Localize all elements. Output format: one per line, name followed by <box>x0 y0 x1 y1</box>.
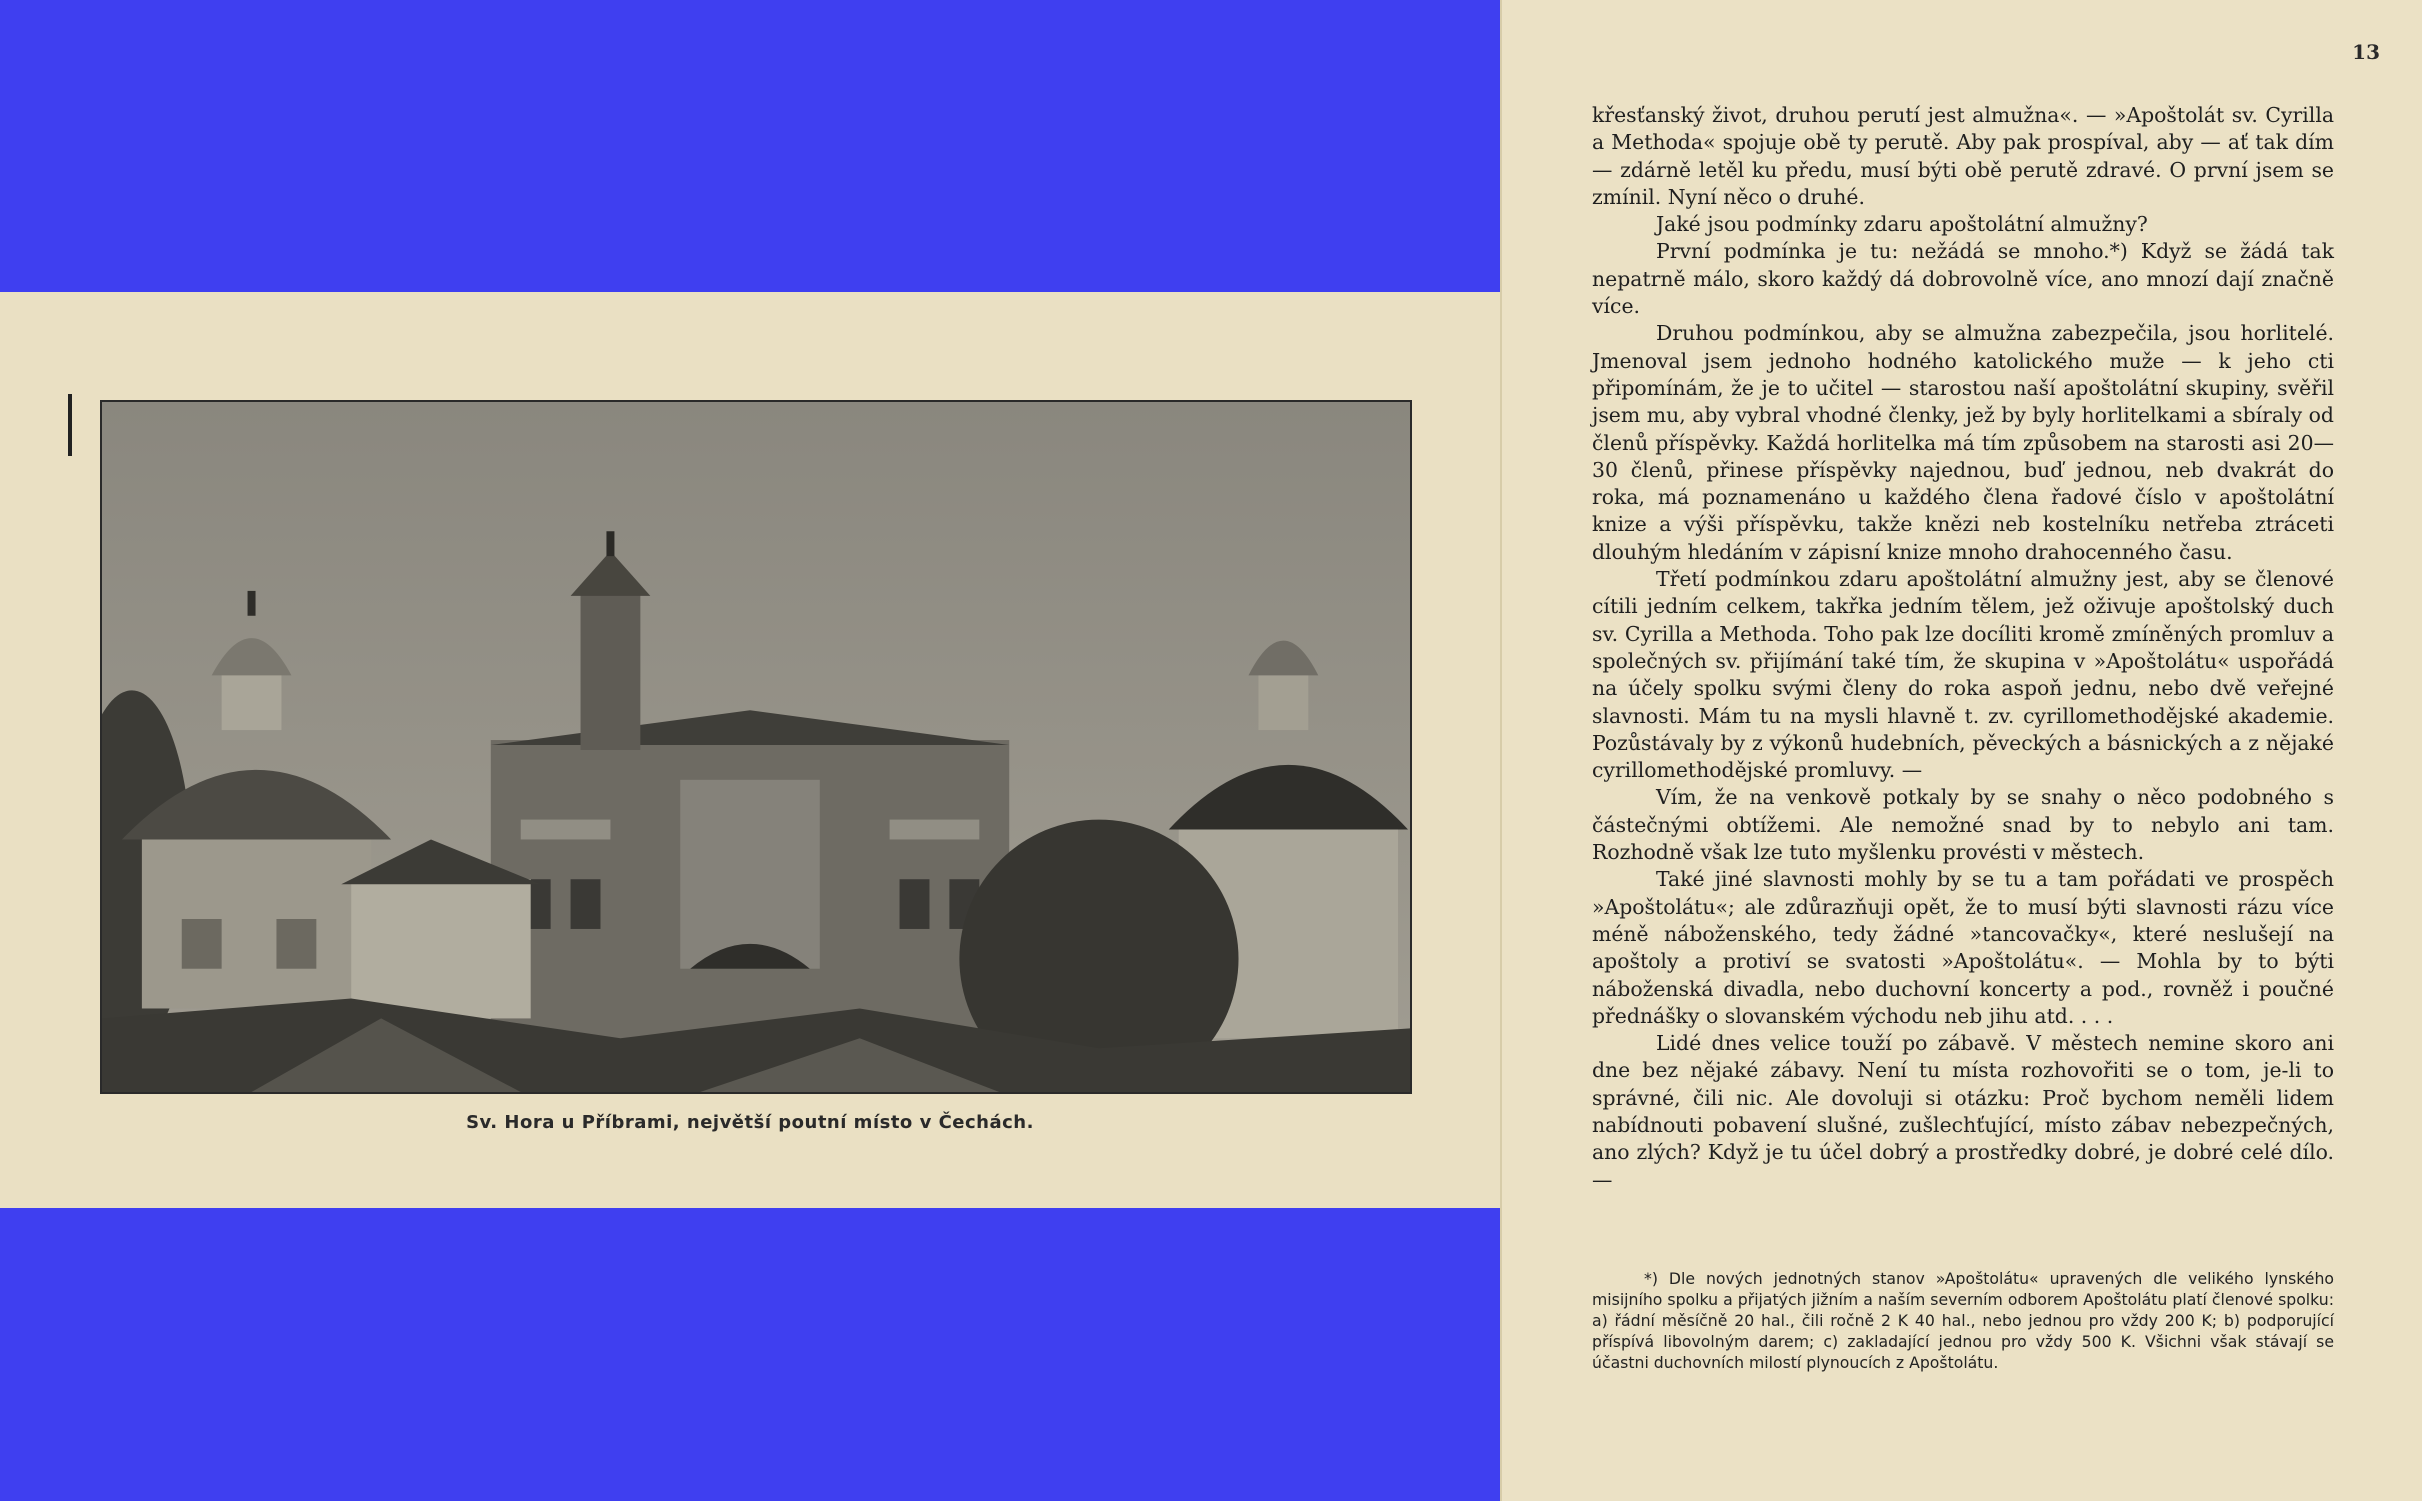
paragraph: První podmínka je tu: nežádá se mnoho.*) Když se žádá tak nepatrně málo, skoro každý dá dobrovolně více, ano mnozí dají značně více. <box>1592 239 2334 319</box>
photo-caption: Sv. Hora u Příbrami, největší poutní místo v Čechách. <box>466 1112 1034 1133</box>
paragraph: Vím, že na venkově potkaly by se snahy o něco podobného s částečnými obtížemi. Ale nemožné snad by to nebylo ani tam. Rozhodně však lze tuto myšlenku provésti v městech. <box>1592 785 2334 865</box>
right-page <box>1500 0 2422 1501</box>
footnote <box>1592 1268 2334 1373</box>
footnote-text: *) Dle nových jednotných stanov »Apoštolátu« upravených dle velikého lynského misijního spolku a přijatých jižním a naším severním odborem Apoštolátu platí členové spolku: a) řádní měsíčně 20 hal., čili ročně 2 K 40 hal., nebo jednou pro vždy 200 K; b) podporující příspívá libovolným darem; c) zakladající jednou pro vždy 500 K. Všichni však stávají se účastni duchovních milostí plynoucích z Apoštolátu. <box>1592 1269 2334 1372</box>
paragraph: Lidé dnes velice touží po zábavě. V městech nemine skoro ani dne bez nějaké zábavy. Není tu místa rozhovořiti se o tom, je-li to správné, čili nic. Ale dovoluji si otázku: Proč bychom neměli lidem nabídnouti pobavení slušné, zušlechťující, místo zábav nebezpečných, ano zlých? Když je tu účel dobrý a prostředky dobré, je dobré celé dílo. — <box>1592 1031 2334 1192</box>
church-photograph <box>100 400 1412 1094</box>
left-page <box>0 292 1500 1208</box>
photo-illustration <box>102 402 1410 1092</box>
body-text <box>1592 102 2334 1194</box>
page-edge-mark <box>68 394 72 456</box>
paragraph: Jaké jsou podmínky zdaru apoštolátní almužny? <box>1656 212 2148 237</box>
paragraph: Také jiné slavnosti mohly by se tu a tam pořádati ve prospěch »Apoštolátu«; ale zdůrazňuji opět, že to musí býti slavnosti rázu více méně náboženského, tedy žádné »tancovačky«, které neslušejí na apoštoly a protiví se svatosti »Apoštolátu«. — Mohla by to býti náboženská divadla, nebo duchovní koncerty a pod., rovněž i poučné přednášky o slovanském východu neb jihu atd. . . . <box>1592 867 2334 1028</box>
paragraph: křesťanský život, druhou perutí jest almužna«. — »Apoštolát sv. Cyrilla a Methoda« spojuje obě ty perutě. Aby pak prospíval, aby — ať tak dím — zdárně letěl ku předu, musí býti obě perutě zdravé. O první jsem se zmínil. Nyní něco o druhé. <box>1592 103 2334 209</box>
page-number: 13 <box>2352 40 2380 64</box>
paragraph: Druhou podmínkou, aby se almužna zabezpečila, jsou horlitelé. Jmenoval jsem jednoho hodného katolického muže — k jeho cti připomínám, že je to učitel — starostou naší apoštolátní skupiny, svěřil jsem mu, aby vybral vhodné členky, jež by byly horlitelkami a sbíraly od členů příspěvky. Každá horlitelka má tím způsobem na starosti asi 20—30 členů, přinese příspěvky najednou, buď jednou, neb dvakrát do roka, má poznamenáno u každého člena řadové číslo v apoštolátní knize a výši příspěvku, takže knězi neb kostelníku netřeba ztráceti dlouhým hledáním v zápisní knize mnoho drahocenného času. <box>1592 321 2334 564</box>
paragraph: Třetí podmínkou zdaru apoštolátní almužny jest, aby se členové cítili jedním celkem, takřka jedním tělem, jež oživuje apoštolský duch sv. Cyrilla a Methoda. Toho pak lze docíliti kromě zmíněných promluv a společných sv. přijímání také tím, že skupina v »Apoštolátu« uspořádá na účely spolku svými členy do roka aspoň jednu, nebo dvě veřejné slavnosti. Mám tu na mysli hlavně t. zv. cyrillomethodějské akademie. Pozůstávaly by z výkonů hudebních, pěveckých a básnických a z nějaké cyrillomethodějské promluvy. — <box>1592 567 2334 783</box>
